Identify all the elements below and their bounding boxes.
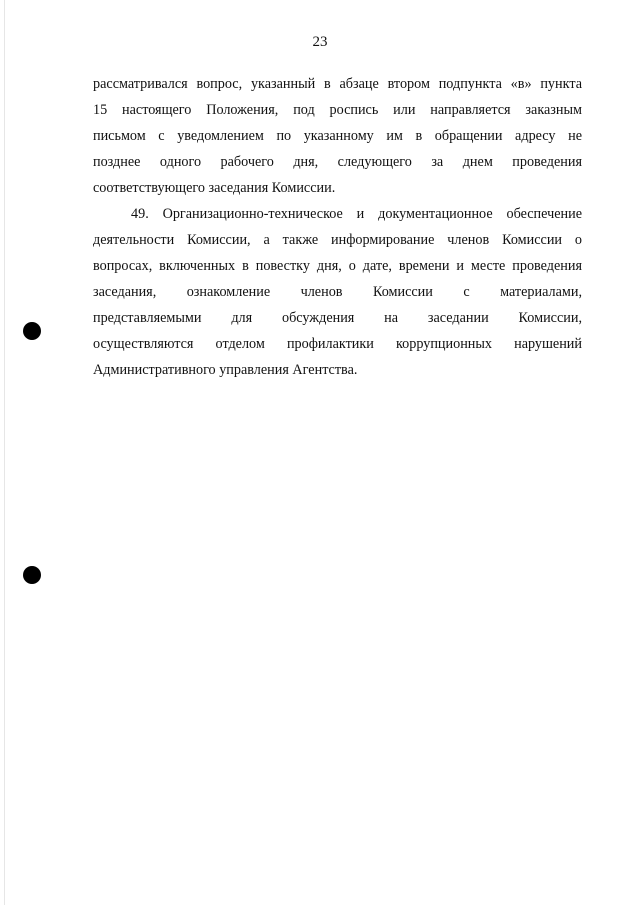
text-line: заседания, ознакомление членов Комиссии с материалами, [93,284,582,300]
text-line: соответствующего заседания Комиссии. [93,180,336,196]
text-line: Административного управления Агентства. [93,362,358,378]
punch-hole-mark [23,322,41,340]
text-line: 15 настоящего Положения, под роспись или направляется заказным [93,102,582,118]
paragraph-49 [93,201,582,383]
page-number: 23 [312,34,328,50]
text-line: деятельности Комиссии, а также информирование членов Комиссии о [93,232,582,248]
text-line: письмом с уведомлением по указанному им в обращении адресу не [93,128,582,144]
text-line: осуществляются отделом профилактики коррупционных нарушений [93,336,582,352]
text-line: представляемыми для обсуждения на заседании Комиссии, [93,310,582,326]
punch-hole-mark [23,566,41,584]
text-line: вопросах, включенных в повестку дня, о дате, времени и месте проведения [93,258,582,274]
text-line: позднее одного рабочего дня, следующего за днем проведения [93,154,582,170]
text-line: рассматривался вопрос, указанный в абзаце втором подпункта «в» пункта [93,76,582,92]
scan-edge-line [4,0,5,905]
text-line: 49. Организационно-техническое и документационное обеспечение [131,206,582,222]
paragraph-continuation [93,71,582,201]
